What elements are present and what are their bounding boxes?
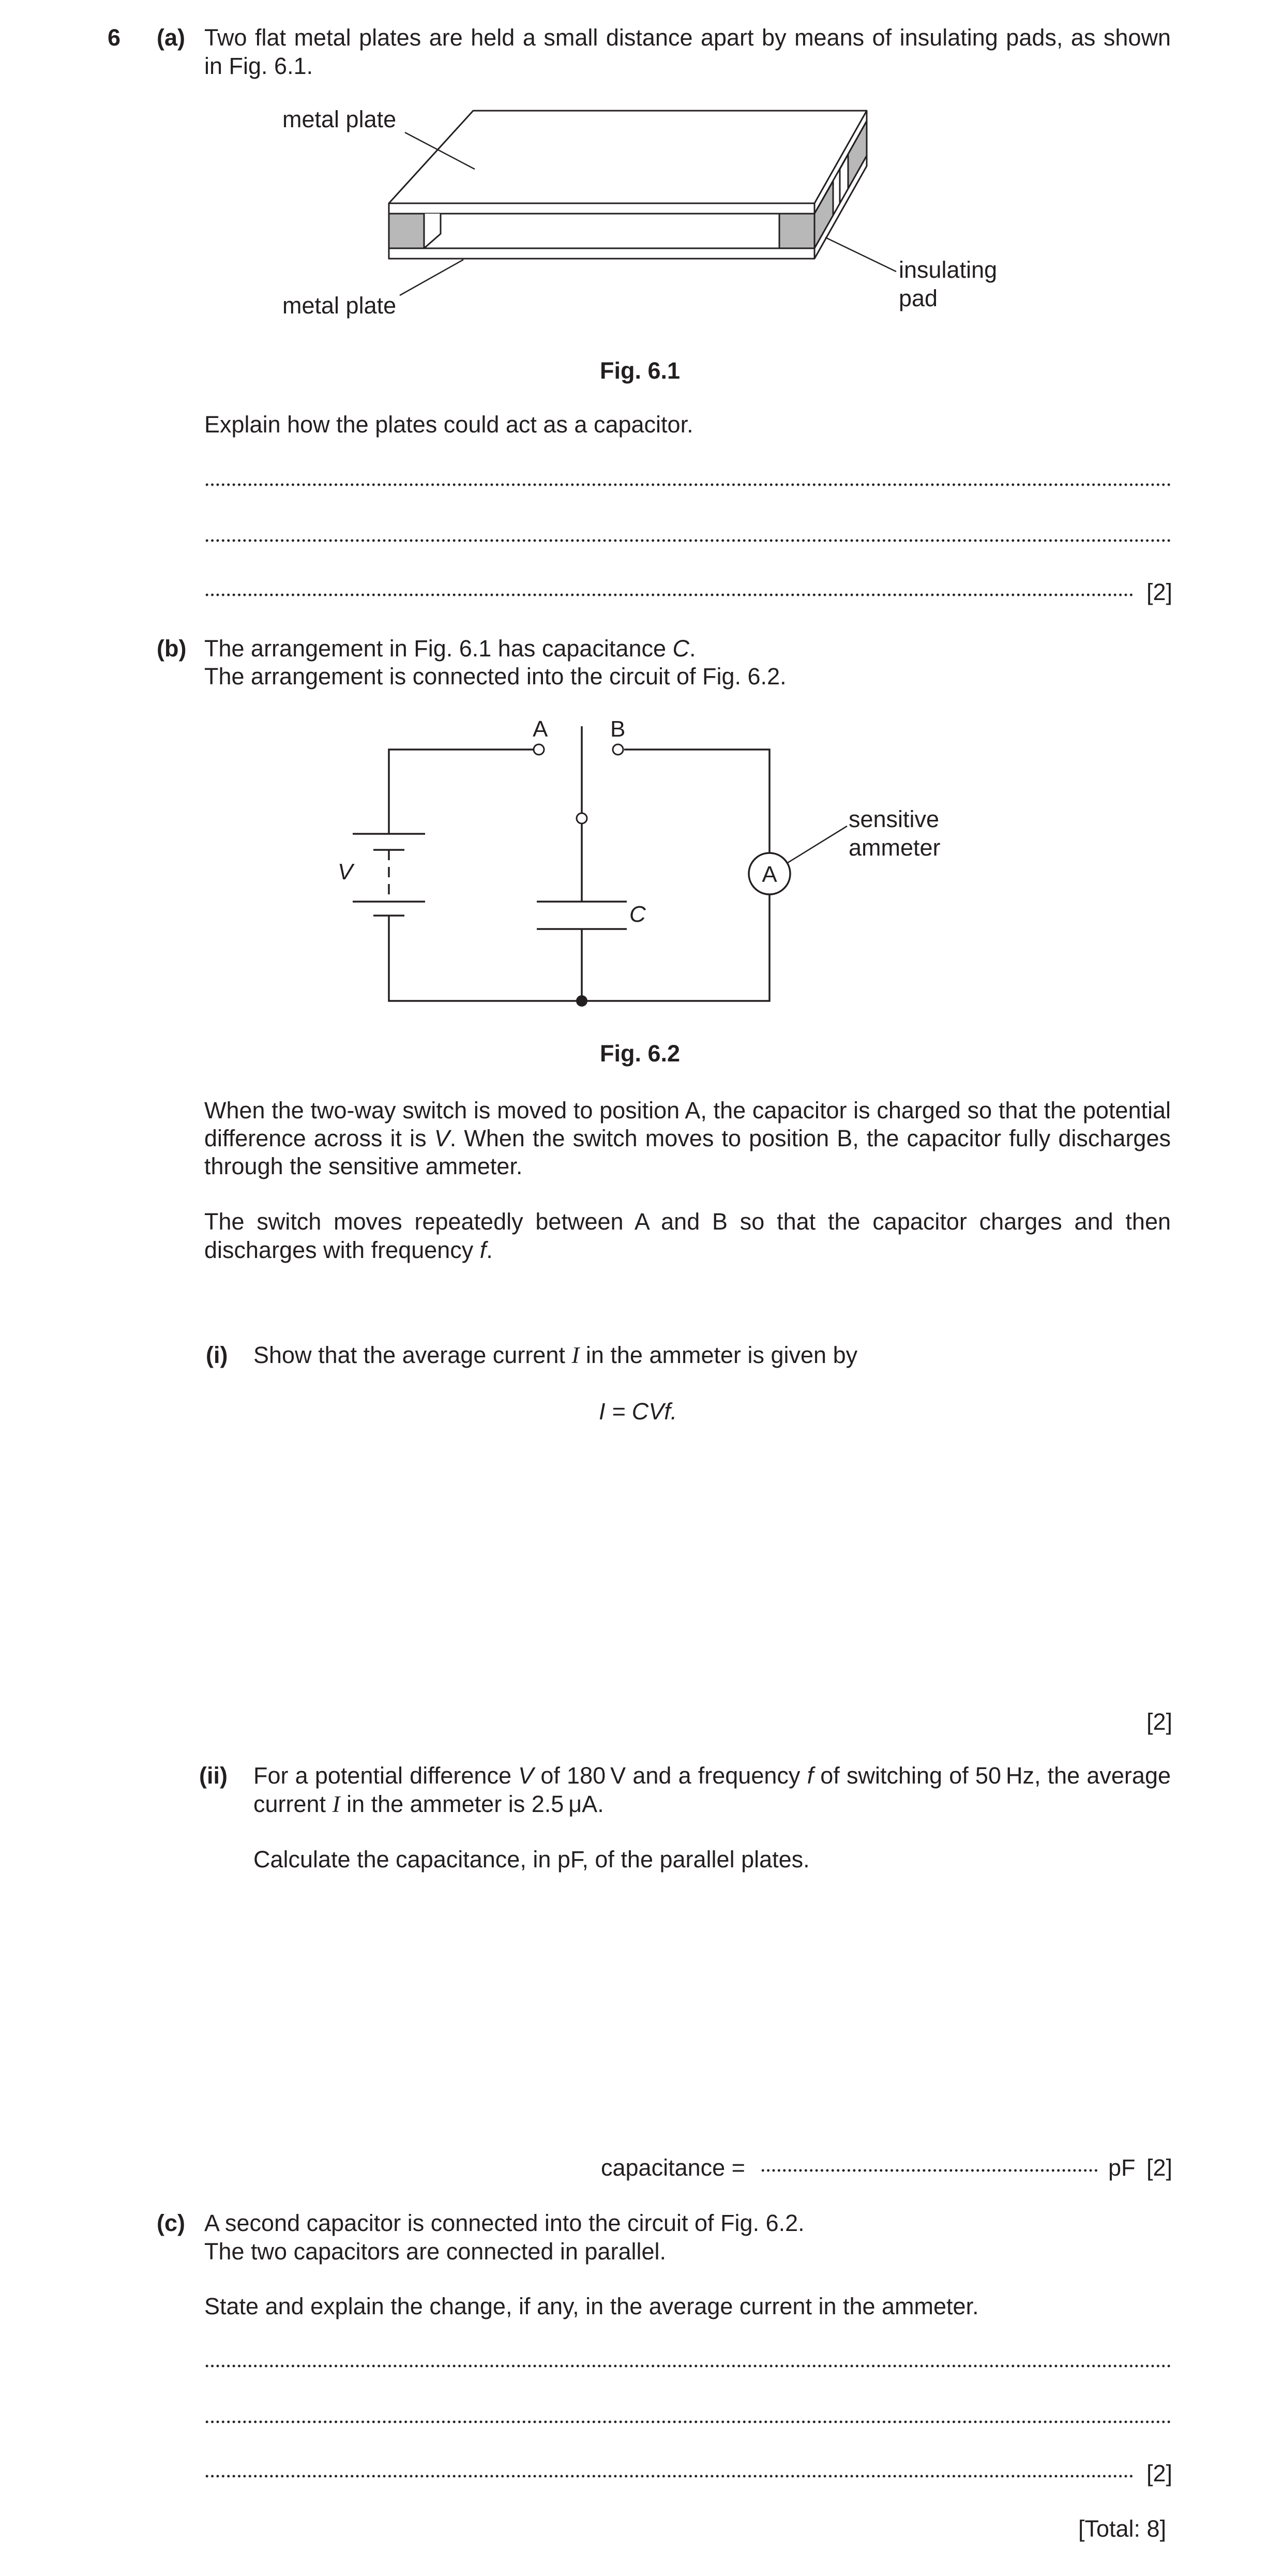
- part-b-para1-line3: through the sensitive ammeter.: [204, 1153, 523, 1179]
- sub-ii-line1: For a potential difference V of 180 V and a frequency f of switching of 50 Hz, the average: [253, 1762, 1171, 1789]
- answer-line[interactable]: [204, 2419, 1171, 2425]
- sub-ii-prompt: Calculate the capacitance, in pF, of the parallel plates.: [253, 1846, 810, 1873]
- part-b-para2-line2: discharges with frequency f.: [204, 1237, 493, 1263]
- sub-ii-line2: current I in the ammeter is 2.5 μA.: [253, 1791, 604, 1817]
- sub-i-equation: I = CVf.: [599, 1398, 677, 1425]
- part-c-line2: The two capacitors are connected in parallel.: [204, 2238, 666, 2265]
- part-c-prompt: State and explain the change, if any, in the average current in the ammeter.: [204, 2293, 979, 2319]
- sub-ii-label: (ii): [199, 1762, 228, 1789]
- label-metal-plate-top: metal plate: [282, 106, 397, 132]
- part-a-label: (a): [157, 24, 185, 51]
- question-number: 6: [108, 24, 121, 51]
- part-c-marks: [2]: [1146, 2460, 1173, 2487]
- part-b-para1-line1: When the two-way switch is moved to position A, the capacitor is charged so that the potential: [204, 1097, 1171, 1124]
- label-terminal-a: A: [533, 716, 548, 742]
- part-b-line2: The arrangement is connected into the circuit of Fig. 6.2.: [204, 663, 787, 690]
- part-b-line1: The arrangement in Fig. 6.1 has capacitance C.: [204, 635, 696, 662]
- sub-i-marks: [2]: [1146, 1709, 1173, 1735]
- sub-ii-marks: [2]: [1146, 2154, 1173, 2181]
- capacitance-unit: pF: [1108, 2154, 1136, 2181]
- switch-pivot: [577, 813, 587, 823]
- part-a-intro-line1: Two flat metal plates are held a small distance apart by means of insulating pads, as shown: [204, 24, 1171, 51]
- part-c-line1: A second capacitor is connected into the circuit of Fig. 6.2.: [204, 2210, 805, 2236]
- total-marks: [Total: 8]: [1078, 2515, 1167, 2542]
- part-b-label: (b): [157, 635, 187, 662]
- label-metal-plate-bottom: metal plate: [282, 292, 397, 319]
- terminal-b: [613, 744, 623, 755]
- part-b-para1-line2: difference across it is V. When the switch moves to position B, the capacitor fully discharges: [204, 1125, 1171, 1151]
- label-terminal-b: B: [610, 716, 626, 742]
- label-v: V: [338, 859, 353, 885]
- sub-i-text: Show that the average current I in the ammeter is given by: [253, 1342, 858, 1368]
- terminal-a: [534, 744, 544, 755]
- label-sensitive: sensitive: [849, 806, 940, 832]
- answer-line[interactable]: [204, 2473, 1133, 2479]
- fig-6-2-caption: Fig. 6.2: [600, 1040, 681, 1067]
- part-a-intro-line2: in Fig. 6.1.: [204, 53, 313, 79]
- part-a-prompt: Explain how the plates could act as a capacitor.: [204, 411, 693, 438]
- ammeter-letter: A: [762, 862, 777, 887]
- part-b-para2-line1: The switch moves repeatedly between A and B so that the capacitor charges and then: [204, 1208, 1171, 1235]
- label-c: C: [629, 902, 646, 927]
- part-a-marks: [2]: [1146, 579, 1173, 605]
- capacitance-answer-label: capacitance =: [601, 2154, 745, 2181]
- part-c-label: (c): [157, 2210, 185, 2236]
- answer-line[interactable]: [204, 2363, 1171, 2369]
- label-ammeter: ammeter: [849, 834, 941, 861]
- label-pad: pad: [899, 285, 938, 311]
- fig-6-1-caption: Fig. 6.1: [600, 357, 681, 384]
- sub-i-label: (i): [206, 1342, 228, 1368]
- label-insulating: insulating: [899, 257, 998, 283]
- capacitance-answer-line[interactable]: [760, 2167, 1099, 2174]
